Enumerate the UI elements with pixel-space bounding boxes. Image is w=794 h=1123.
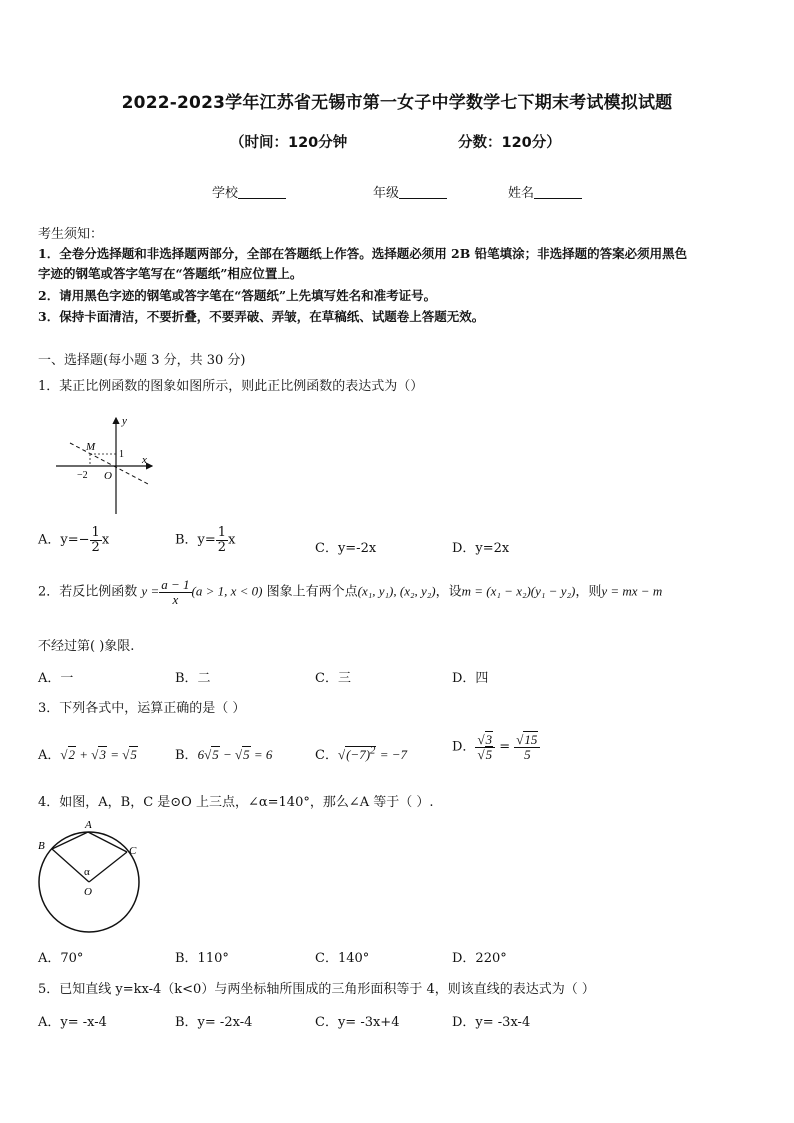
q2-fraction bbox=[159, 578, 191, 606]
q1-b-fraction bbox=[216, 526, 228, 554]
radius-oc bbox=[89, 852, 127, 882]
exam-score: 分数：120分） bbox=[458, 135, 561, 151]
q4-option-a[interactable]: A．70° bbox=[38, 951, 84, 966]
q2-frac-den: x bbox=[172, 591, 179, 607]
q1-stem: 1．某正比例函数的图象如图所示，则此正比例函数的表达式为（） bbox=[38, 379, 424, 394]
q3-stem: 3．下列各式中，运算正确的是（ ） bbox=[38, 701, 246, 716]
q4-option-b[interactable]: B．110° bbox=[175, 951, 229, 966]
school-blank[interactable] bbox=[238, 186, 286, 199]
q3-c-exp: 2 bbox=[370, 744, 376, 757]
q3-option-a[interactable]: A．√2 + √3 = √5 bbox=[38, 747, 137, 763]
q3-option-c[interactable]: C．$√(-7)^2 = -7$ bbox=[315, 744, 407, 763]
grade-field[interactable] bbox=[373, 182, 447, 201]
q4-stem: 4．如图，A，B，C 是⊙O 上三点，∠α=140°，那么∠A 等于（ ）. bbox=[38, 795, 434, 810]
q3-a-r1: 2 bbox=[68, 747, 76, 762]
label-alpha: α bbox=[84, 866, 90, 878]
q3-b-r2: 5 bbox=[243, 747, 250, 762]
tick-neg2-label: −2 bbox=[77, 470, 88, 481]
q3-d-den: 5 bbox=[485, 746, 493, 762]
q5-option-a[interactable]: A．y= -x-4 bbox=[38, 1015, 107, 1030]
q5-option-b[interactable]: B．y= -2x-4 bbox=[175, 1015, 253, 1030]
q2-line-expr: y = mx − m bbox=[601, 583, 663, 599]
label-c: C bbox=[129, 845, 137, 857]
q3-d-num: 3 bbox=[485, 732, 493, 747]
exam-time: （时间：120分钟 bbox=[230, 135, 348, 151]
grade-label: 年级 bbox=[373, 186, 400, 201]
name-field[interactable] bbox=[508, 182, 582, 201]
q1-a-suffix: x bbox=[101, 532, 110, 548]
q3-d-rden: 5 bbox=[524, 746, 531, 762]
q3-b-r1: 5 bbox=[212, 747, 219, 762]
grade-blank[interactable] bbox=[399, 186, 447, 199]
q1-b-num: 1 bbox=[217, 525, 227, 540]
q3-c-eq: = −7 bbox=[379, 747, 407, 762]
notice-line-3: 3．保持卡面清洁，不要折叠，不要弄破、弄皱，在草稿纸、试题卷上答题无效。 bbox=[38, 309, 485, 324]
label-a: A bbox=[85, 819, 92, 831]
origin-label: O bbox=[104, 470, 112, 482]
q3-c-label: C． bbox=[315, 748, 338, 763]
q5-stem: 5．已知直线 y=kx-4（k<0）与两坐标轴所围成的三角形面积等于 4，则该直线的表达式为（ ） bbox=[38, 982, 595, 997]
q3-b-label: B． bbox=[175, 748, 198, 763]
page-title: 2022-2023学年江苏省无锡市第一女子中学数学七下期末考试模拟试题 bbox=[121, 93, 673, 113]
q1-a-prefix: A．y=− bbox=[38, 532, 90, 548]
label-b: B bbox=[38, 840, 45, 852]
q2-frac-num: a − 1 bbox=[161, 577, 190, 592]
q2-text-1: 2．若反比例函数 bbox=[38, 584, 138, 600]
name-label: 姓名 bbox=[508, 186, 535, 201]
chord-ab bbox=[52, 832, 88, 849]
notice-heading: 考生须知： bbox=[38, 227, 104, 242]
q5-option-d[interactable]: D．y= -3x-4 bbox=[452, 1015, 531, 1030]
q2-m-def: m = (x₁ − x₂)(y₁ − y₂) bbox=[461, 583, 576, 599]
q1-option-a[interactable] bbox=[38, 526, 109, 554]
point-m-label: M bbox=[86, 441, 96, 453]
q3-d-right-frac: $\frac{√15}{5}$ bbox=[514, 733, 540, 761]
q2-option-a[interactable]: A．一 bbox=[38, 671, 74, 686]
notice-line-1b: 字迹的钢笔或答字笔写在“答题纸”相应位置上。 bbox=[38, 266, 303, 281]
q5-option-c[interactable]: C．y= -3x+4 bbox=[315, 1015, 400, 1030]
q2-option-c[interactable]: C．三 bbox=[315, 671, 351, 686]
q2-points: (x₁, y₁), (x₂, y₂) bbox=[357, 583, 436, 599]
q3-option-d[interactable]: D． $\frac{√3}{√5}$ = $\frac{√15}{5}$ bbox=[452, 733, 540, 761]
notice-line-2: 2．请用黑色字迹的钢笔或答字笔在“答题纸”上先填写姓名和准考证号。 bbox=[38, 288, 437, 303]
q3-a-r2: 3 bbox=[99, 747, 106, 762]
q2-text-3: ，设 bbox=[435, 584, 462, 600]
q3-d-left-frac: $\frac{√3}{√5}$ bbox=[475, 733, 495, 761]
q2-text-2: 图象上有两个点 bbox=[266, 584, 358, 600]
q3-option-b[interactable]: B．6√5 − √5 = 6 bbox=[175, 747, 273, 763]
q3-c-inner: (−7) bbox=[346, 747, 371, 762]
q2-condition: (a > 1, x < 0) bbox=[191, 583, 263, 599]
school-field[interactable] bbox=[212, 182, 286, 201]
q1-figure bbox=[52, 410, 162, 515]
q2-text-4: ，则 bbox=[575, 584, 602, 600]
notice-line-1a: 1．全卷分选择题和非选择题两部分，全部在答题纸上作答。选择题必须用 2B 铅笔填涂；非选择题的答案必须用黑色 bbox=[38, 246, 688, 261]
q3-b-coef: 6 bbox=[197, 747, 205, 762]
q3-b-eq: = 6 bbox=[253, 747, 273, 762]
q3-d-label: D． bbox=[452, 739, 476, 755]
q1-option-d[interactable]: D．y=2x bbox=[452, 541, 510, 556]
x-axis-label: x bbox=[142, 454, 147, 466]
q1-b-den: 2 bbox=[217, 539, 227, 555]
q3-d-rnum: 15 bbox=[524, 732, 538, 747]
q1-b-suffix: x bbox=[228, 532, 236, 548]
q1-a-num: 1 bbox=[91, 525, 100, 540]
q1-option-b[interactable] bbox=[175, 526, 235, 554]
q2-stem bbox=[38, 578, 758, 606]
q3-a-r3: 5 bbox=[130, 747, 137, 762]
q2-stem-line-2: 不经过第( )象限. bbox=[38, 639, 135, 654]
q1-b-prefix: B．y= bbox=[175, 532, 216, 548]
q4-figure bbox=[30, 815, 150, 940]
y-axis-label: y bbox=[122, 415, 127, 427]
q2-option-d[interactable]: D．四 bbox=[452, 671, 489, 686]
tick-1-label: 1 bbox=[119, 449, 124, 460]
q2-y-eq: y = bbox=[141, 583, 160, 599]
q1-option-c[interactable]: C．y=-2x bbox=[315, 541, 377, 556]
q4-option-d[interactable]: D．220° bbox=[452, 951, 507, 966]
q3-a-label: A． bbox=[38, 748, 61, 763]
school-label: 学校 bbox=[212, 186, 239, 201]
q1-a-fraction bbox=[90, 526, 102, 554]
q1-a-den: 2 bbox=[91, 539, 100, 555]
q2-option-b[interactable]: B．二 bbox=[175, 671, 211, 686]
label-o: O bbox=[84, 886, 92, 898]
name-blank[interactable] bbox=[534, 186, 582, 199]
q4-option-c[interactable]: C．140° bbox=[315, 951, 370, 966]
section-heading: 一、选择题(每小题 3 分，共 30 分) bbox=[38, 353, 246, 368]
